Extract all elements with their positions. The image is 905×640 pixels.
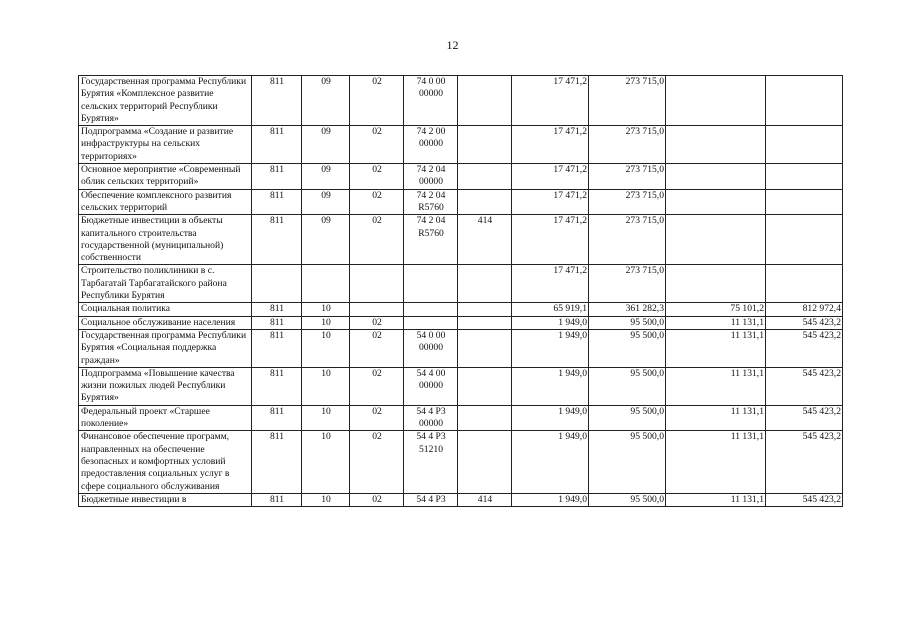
sum-3-cell: 11 131,1 [666, 316, 766, 329]
sum-3-cell [666, 126, 766, 164]
vr-cell [458, 265, 512, 303]
sum-1-cell: 1 949,0 [512, 316, 589, 329]
sum-2-cell: 273 715,0 [589, 126, 666, 164]
pr-cell: 02 [350, 189, 404, 215]
csr-cell: 54 4 P3 [404, 493, 458, 506]
sum-1-cell: 17 471,2 [512, 164, 589, 190]
glv-cell: 811 [252, 431, 302, 493]
sum-2-cell: 95 500,0 [589, 316, 666, 329]
csr-cell: 74 2 04 00000 [404, 164, 458, 190]
row-name-cell: Бюджетные инвестиции в объекты капитального строительства государственной (муниципальной) собственности [79, 215, 252, 265]
glv-cell: 811 [252, 164, 302, 190]
pr-cell: 02 [350, 493, 404, 506]
sum-2-cell: 273 715,0 [589, 164, 666, 190]
sum-3-cell: 11 131,1 [666, 405, 766, 431]
sum-4-cell: 545 423,2 [766, 431, 843, 493]
rz-cell: 10 [302, 316, 350, 329]
vr-cell [458, 76, 512, 126]
sum-1-cell: 17 471,2 [512, 215, 589, 265]
sum-2-cell: 95 500,0 [589, 367, 666, 405]
sum-2-cell: 361 282,3 [589, 303, 666, 316]
table-row [79, 367, 843, 405]
rz-cell: 09 [302, 215, 350, 265]
table-row [79, 405, 843, 431]
sum-4-cell: 545 423,2 [766, 405, 843, 431]
sum-3-cell [666, 189, 766, 215]
sum-2-cell: 273 715,0 [589, 265, 666, 303]
pr-cell: 02 [350, 431, 404, 493]
pr-cell: 02 [350, 215, 404, 265]
sum-1-cell: 1 949,0 [512, 431, 589, 493]
sum-4-cell [766, 189, 843, 215]
row-name-cell: Бюджетные инвестиции в [79, 493, 252, 506]
sum-1-cell: 17 471,2 [512, 76, 589, 126]
table-row [79, 316, 843, 329]
vr-cell: 414 [458, 493, 512, 506]
rz-cell: 10 [302, 431, 350, 493]
csr-cell: 74 0 00 00000 [404, 76, 458, 126]
glv-cell: 811 [252, 329, 302, 367]
sum-4-cell [766, 126, 843, 164]
vr-cell [458, 164, 512, 190]
csr-cell: 54 4 P3 51210 [404, 431, 458, 493]
pr-cell: 02 [350, 316, 404, 329]
sum-3-cell [666, 76, 766, 126]
sum-1-cell: 1 949,0 [512, 405, 589, 431]
sum-4-cell [766, 215, 843, 265]
glv-cell: 811 [252, 126, 302, 164]
row-name-cell: Финансовое обеспечение программ, направленных на обеспечение безопасных и комфортных условий предоставления социальных услуг в сфере социального обслуживания [79, 431, 252, 493]
csr-cell [404, 303, 458, 316]
glv-cell [252, 265, 302, 303]
rz-cell: 10 [302, 303, 350, 316]
sum-1-cell: 17 471,2 [512, 189, 589, 215]
rz-cell: 10 [302, 405, 350, 431]
sum-1-cell: 17 471,2 [512, 265, 589, 303]
pr-cell: 02 [350, 367, 404, 405]
vr-cell [458, 126, 512, 164]
vr-cell [458, 329, 512, 367]
sum-2-cell: 273 715,0 [589, 189, 666, 215]
row-name-cell: Строительство поликлиники в с. Тарбагатай Тарбагатайского района Республики Бурятия [79, 265, 252, 303]
csr-cell: 74 2 00 00000 [404, 126, 458, 164]
pr-cell: 02 [350, 405, 404, 431]
table-row [79, 431, 843, 493]
rz-cell [302, 265, 350, 303]
sum-1-cell: 1 949,0 [512, 493, 589, 506]
budget-table [78, 75, 843, 507]
table-row [79, 215, 843, 265]
sum-4-cell: 545 423,2 [766, 316, 843, 329]
vr-cell [458, 303, 512, 316]
table-row [79, 189, 843, 215]
sum-3-cell [666, 164, 766, 190]
row-name-cell: Социальное обслуживание населения [79, 316, 252, 329]
csr-cell: 74 2 04 R5760 [404, 215, 458, 265]
sum-3-cell: 11 131,1 [666, 329, 766, 367]
pr-cell: 02 [350, 329, 404, 367]
csr-cell [404, 316, 458, 329]
row-name-cell: Федеральный проект «Старшее поколение» [79, 405, 252, 431]
row-name-cell: Государственная программа Республики Бурятия «Социальная поддержка граждан» [79, 329, 252, 367]
glv-cell: 811 [252, 316, 302, 329]
csr-cell: 54 4 P3 00000 [404, 405, 458, 431]
table-row [79, 493, 843, 506]
rz-cell: 09 [302, 126, 350, 164]
glv-cell: 811 [252, 303, 302, 316]
rz-cell: 09 [302, 164, 350, 190]
row-name-cell: Основное мероприятие «Современный облик сельских территорий» [79, 164, 252, 190]
sum-1-cell: 1 949,0 [512, 367, 589, 405]
sum-1-cell: 1 949,0 [512, 329, 589, 367]
sum-3-cell: 11 131,1 [666, 493, 766, 506]
pr-cell [350, 303, 404, 316]
sum-4-cell [766, 164, 843, 190]
sum-1-cell: 65 919,1 [512, 303, 589, 316]
sum-1-cell: 17 471,2 [512, 126, 589, 164]
csr-cell [404, 265, 458, 303]
vr-cell: 414 [458, 215, 512, 265]
sum-2-cell: 95 500,0 [589, 329, 666, 367]
sum-2-cell: 95 500,0 [589, 431, 666, 493]
glv-cell: 811 [252, 367, 302, 405]
rz-cell: 09 [302, 76, 350, 126]
sum-2-cell: 95 500,0 [589, 405, 666, 431]
glv-cell: 811 [252, 405, 302, 431]
sum-3-cell [666, 215, 766, 265]
pr-cell [350, 265, 404, 303]
rz-cell: 09 [302, 189, 350, 215]
row-name-cell: Подпрограмма «Создание и развитие инфраструктуры на сельских территориях» [79, 126, 252, 164]
vr-cell [458, 367, 512, 405]
sum-3-cell [666, 265, 766, 303]
sum-3-cell: 11 131,1 [666, 367, 766, 405]
sum-4-cell: 545 423,2 [766, 329, 843, 367]
sum-4-cell [766, 265, 843, 303]
vr-cell [458, 405, 512, 431]
csr-cell: 54 4 00 00000 [404, 367, 458, 405]
rz-cell: 10 [302, 329, 350, 367]
vr-cell [458, 316, 512, 329]
glv-cell: 811 [252, 215, 302, 265]
csr-cell: 54 0 00 00000 [404, 329, 458, 367]
glv-cell: 811 [252, 189, 302, 215]
csr-cell: 74 2 04 R5760 [404, 189, 458, 215]
sum-3-cell: 75 101,2 [666, 303, 766, 316]
sum-2-cell: 273 715,0 [589, 76, 666, 126]
rz-cell: 10 [302, 367, 350, 405]
table-row [79, 265, 843, 303]
pr-cell: 02 [350, 164, 404, 190]
vr-cell [458, 189, 512, 215]
row-name-cell: Социальная политика [79, 303, 252, 316]
table-row [79, 329, 843, 367]
glv-cell: 811 [252, 76, 302, 126]
sum-4-cell: 545 423,2 [766, 493, 843, 506]
sum-3-cell: 11 131,1 [666, 431, 766, 493]
sum-2-cell: 273 715,0 [589, 215, 666, 265]
table-row [79, 76, 843, 126]
row-name-cell: Обеспечение комплексного развития сельских территорий [79, 189, 252, 215]
table-row [79, 164, 843, 190]
table-row [79, 303, 843, 316]
pr-cell: 02 [350, 126, 404, 164]
glv-cell: 811 [252, 493, 302, 506]
row-name-cell: Государственная программа Республики Бурятия «Комплексное развитие сельских территорий Республики Бурятия» [79, 76, 252, 126]
sum-4-cell [766, 76, 843, 126]
row-name-cell: Подпрограмма «Повышение качества жизни пожилых людей Республики Бурятия» [79, 367, 252, 405]
sum-2-cell: 95 500,0 [589, 493, 666, 506]
page-number: 12 [446, 38, 459, 52]
sum-4-cell: 545 423,2 [766, 367, 843, 405]
sum-4-cell: 812 972,4 [766, 303, 843, 316]
rz-cell: 10 [302, 493, 350, 506]
pr-cell: 02 [350, 76, 404, 126]
vr-cell [458, 431, 512, 493]
table-row [79, 126, 843, 164]
